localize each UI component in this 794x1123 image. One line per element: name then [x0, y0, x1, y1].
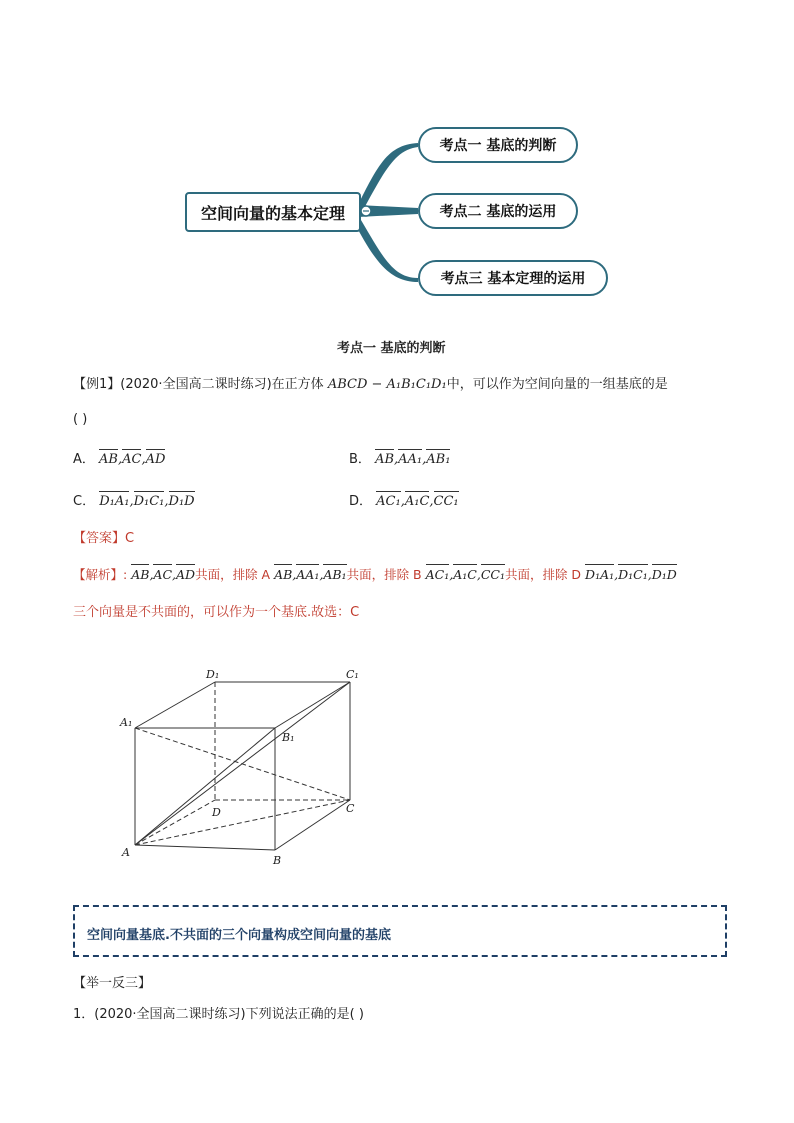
vector: D₁C₁	[618, 567, 648, 582]
mindmap-branch-1: 考点一 基底的判断	[418, 127, 578, 163]
vector: D₁A₁	[585, 567, 615, 582]
analysis-text: 共面，排除 A	[195, 567, 271, 582]
vector: AC	[153, 567, 173, 582]
vector: AA₁	[296, 567, 320, 582]
vertex-B1: B₁	[282, 731, 295, 744]
answer-label: 【答案】	[73, 531, 126, 546]
cube-name: ABCD − A₁B₁C₁D₁	[327, 377, 447, 392]
option-letter: B．	[349, 452, 371, 467]
practice-question-1: 1．(2020·全国高二课时练习)下列说法正确的是( )	[73, 1007, 364, 1022]
vector: AB	[375, 452, 395, 467]
vector: AC	[122, 452, 142, 467]
vertex-A1: A₁	[120, 716, 133, 729]
example-question	[73, 373, 668, 392]
vector: AC₁	[376, 494, 401, 509]
option-a: A． AB,AC,AD	[73, 452, 166, 467]
option-letter: A．	[73, 452, 95, 467]
vector: AD	[176, 567, 196, 582]
analysis-line-2: 三个向量是不共面的，可以作为一个基底.故选：C	[73, 605, 360, 620]
vector: D₁D	[168, 494, 195, 509]
example-source: (2020·全国高二课时练习)	[120, 377, 272, 392]
option-letter: D．	[349, 494, 373, 509]
vector: CC₁	[480, 567, 505, 582]
option-b: B． AB,AA₁,AB₁	[349, 452, 451, 467]
vector: D₁D	[651, 567, 677, 582]
mindmap-branch-3: 考点三 基本定理的运用	[418, 260, 608, 296]
mindmap-center: 空间向量的基本定理	[185, 192, 361, 232]
mindmap-branch-2: 考点二 基底的运用	[418, 193, 578, 229]
example-label: 【例1】	[73, 377, 121, 392]
analysis-text: 共面，排除 B	[346, 567, 422, 582]
analysis-text: 共面，排除 D	[504, 567, 582, 582]
vector: AB	[274, 567, 293, 582]
analysis-colon: :	[123, 567, 128, 582]
vertex-C1: C₁	[346, 668, 359, 681]
vector: A₁C	[453, 567, 477, 582]
vector: D₁C₁	[133, 494, 165, 509]
vector: AA₁	[398, 452, 423, 467]
vertex-C: C	[346, 802, 355, 815]
mindmap-connectors	[0, 0, 794, 310]
analysis-line-1: 【解析】: AB,AC,AD共面，排除 A AB,AA₁,AB₁共面，排除 B AC₁,A₁C,CC₁共面，排除 D D₁A₁,D₁C₁,D₁D	[73, 567, 677, 582]
vector: AB	[99, 452, 118, 467]
note-box	[73, 905, 727, 957]
section-title: 考点一 基底的判断	[337, 341, 446, 356]
vector: D₁A₁	[99, 494, 130, 509]
vertex-B: B	[273, 854, 282, 867]
vector: AC₁	[425, 567, 450, 582]
option-c: C． D₁A₁,D₁C₁,D₁D	[73, 494, 195, 509]
vertex-D1: D₁	[206, 668, 220, 681]
practice-title: 【举一反三】	[73, 976, 152, 991]
vector: CC₁	[433, 494, 459, 509]
vector: AB	[131, 567, 150, 582]
vector: AD	[145, 452, 166, 467]
answer-line	[73, 527, 134, 546]
note-text: 空间向量基底.不共面的三个向量构成空间向量的基底	[87, 928, 391, 943]
vector: AB₁	[323, 567, 347, 582]
analysis-label: 【解析】	[73, 567, 124, 582]
vertex-A: A	[122, 846, 130, 859]
cube-figure	[110, 660, 380, 870]
question-suffix: 中，可以作为空间向量的一组基底的是	[446, 377, 668, 392]
answer-paren: ( )	[73, 412, 88, 427]
vertex-D: D	[212, 806, 221, 819]
option-d: D． AC₁,A₁C,CC₁	[349, 494, 459, 509]
option-letter: C．	[73, 494, 96, 509]
question-prefix: 在正方体	[271, 377, 324, 392]
vector: A₁C	[404, 494, 430, 509]
answer-value: C	[125, 531, 135, 546]
vector: AB₁	[426, 452, 451, 467]
